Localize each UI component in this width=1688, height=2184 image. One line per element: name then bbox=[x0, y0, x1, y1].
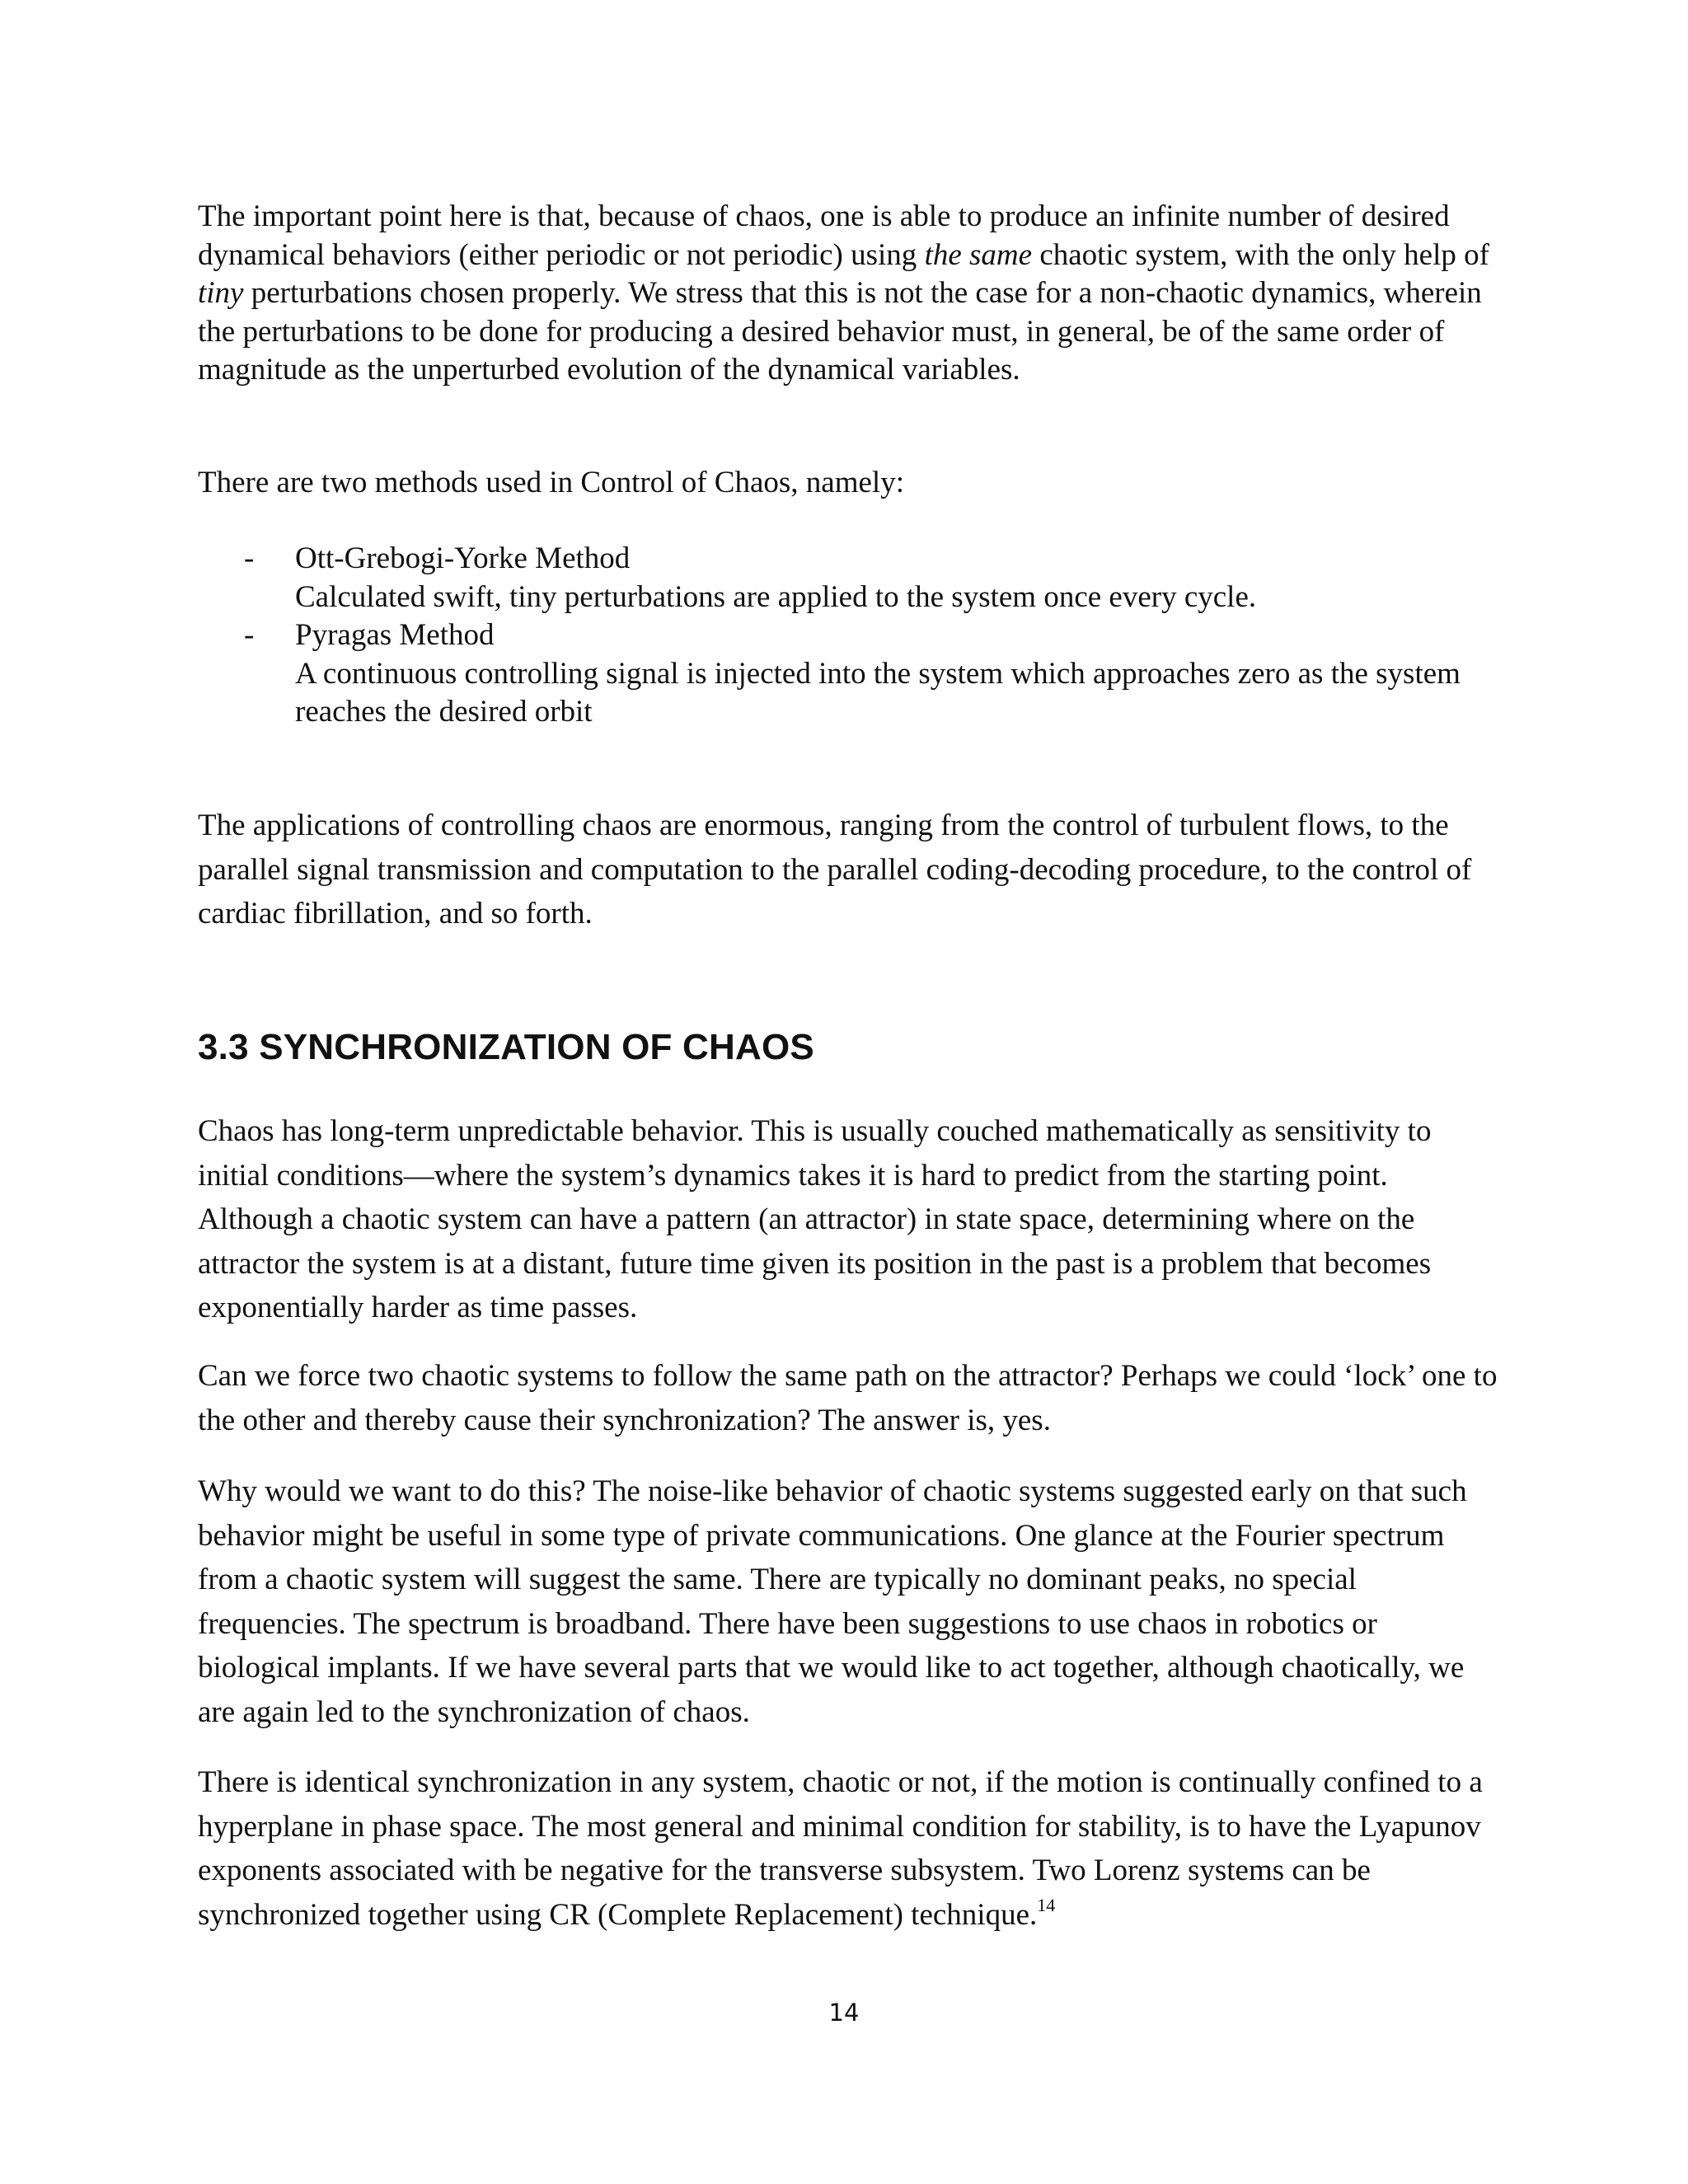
methods-list bbox=[198, 540, 1500, 732]
footnote-reference[interactable]: 14 bbox=[1037, 1894, 1056, 1915]
method-description: Calculated swift, tiny perturbations are applied to the system once every cycle. bbox=[295, 579, 1257, 614]
section-heading: 3.3 SYNCHRONIZATION OF CHAOS bbox=[198, 1027, 814, 1067]
list-item bbox=[198, 616, 1500, 732]
paragraph-applications: The applications of controlling chaos are enormous, ranging from the control of turbulent flows, to the parallel signal transmission and computation to the parallel coding-decoding procedure, to the control of cardiac fibrillation, and so forth. bbox=[198, 808, 1472, 930]
paragraph-methods-intro: There are two methods used in Control of Chaos, namely: bbox=[198, 466, 904, 499]
list-dash: - bbox=[244, 541, 255, 575]
list-item bbox=[198, 540, 1500, 616]
emphasis-the-same: the same bbox=[924, 237, 1033, 272]
paragraph-why-synchronize: Why would we want to do this? The noise-like behavior of chaotic systems suggested early on that such behavior might be useful in some type of private communications. One glance at the Fourier spectrum from a chaotic system will suggest the same. There are typically no dominant peaks, no special frequencies. The spectrum is broadband. There have been suggestions to use chaos in robotics or biological implants. If we have several parts that we would like to act together, although chaotically, we are again led to the synchronization of chaos. bbox=[198, 1474, 1467, 1729]
text-run: perturbations chosen properly. We stress that this is not the case for a non-chaotic dynamics, wherein the perturbations to be done for producing a desired behavior must, in general, be of the same order of magnitude as the unperturbed evolution of the dynamical variables. bbox=[198, 276, 1482, 387]
emphasis-tiny: tiny bbox=[198, 276, 244, 310]
page-number: 14 bbox=[828, 1999, 860, 2027]
text-run: The important point here is that, because of chaos, one is able to produce an infinite number of desired dynamical behaviors (either periodic or not periodic) using bbox=[198, 199, 1450, 272]
paragraph-force-two-systems: Can we force two chaotic systems to follow the same path on the attractor? Perhaps we could ‘lock’ one to the other and thereby cause their synchronization? The answer is, yes. bbox=[198, 1359, 1498, 1437]
list-dash: - bbox=[244, 618, 255, 652]
paragraph-control-of-chaos-intro bbox=[198, 198, 1500, 390]
paragraph-identical-synchronization bbox=[198, 1760, 1500, 1937]
method-name: Pyragas Method bbox=[295, 618, 495, 652]
paragraph-chaos-unpredictable: Chaos has long-term unpredictable behavior. This is usually couched mathematically as sensitivity to initial conditions—where the system’s dynamics takes it is hard to predict from the starting point. Although a chaotic system can have a pattern (an attractor) in state space, determining where on the attractor the system is at a distant, future time given its position in the past is a problem that becomes exponentially harder as time passes. bbox=[198, 1114, 1432, 1324]
method-description: A continuous controlling signal is injected into the system which approaches zero as the system reaches the desired orbit bbox=[295, 656, 1461, 729]
text-run: chaotic system, with the only help of bbox=[1032, 237, 1489, 272]
method-name: Ott-Grebogi-Yorke Method bbox=[295, 541, 631, 575]
text-run: There is identical synchronization in any system, chaotic or not, if the motion is continually confined to a hyperplane in phase space. The most general and minimal condition for stability, is to have the Lyapunov exponents associated with be negative for the transverse subsystem. Two Lorenz systems can be synchronized together using CR (Complete Replacement) technique. bbox=[198, 1765, 1483, 1932]
